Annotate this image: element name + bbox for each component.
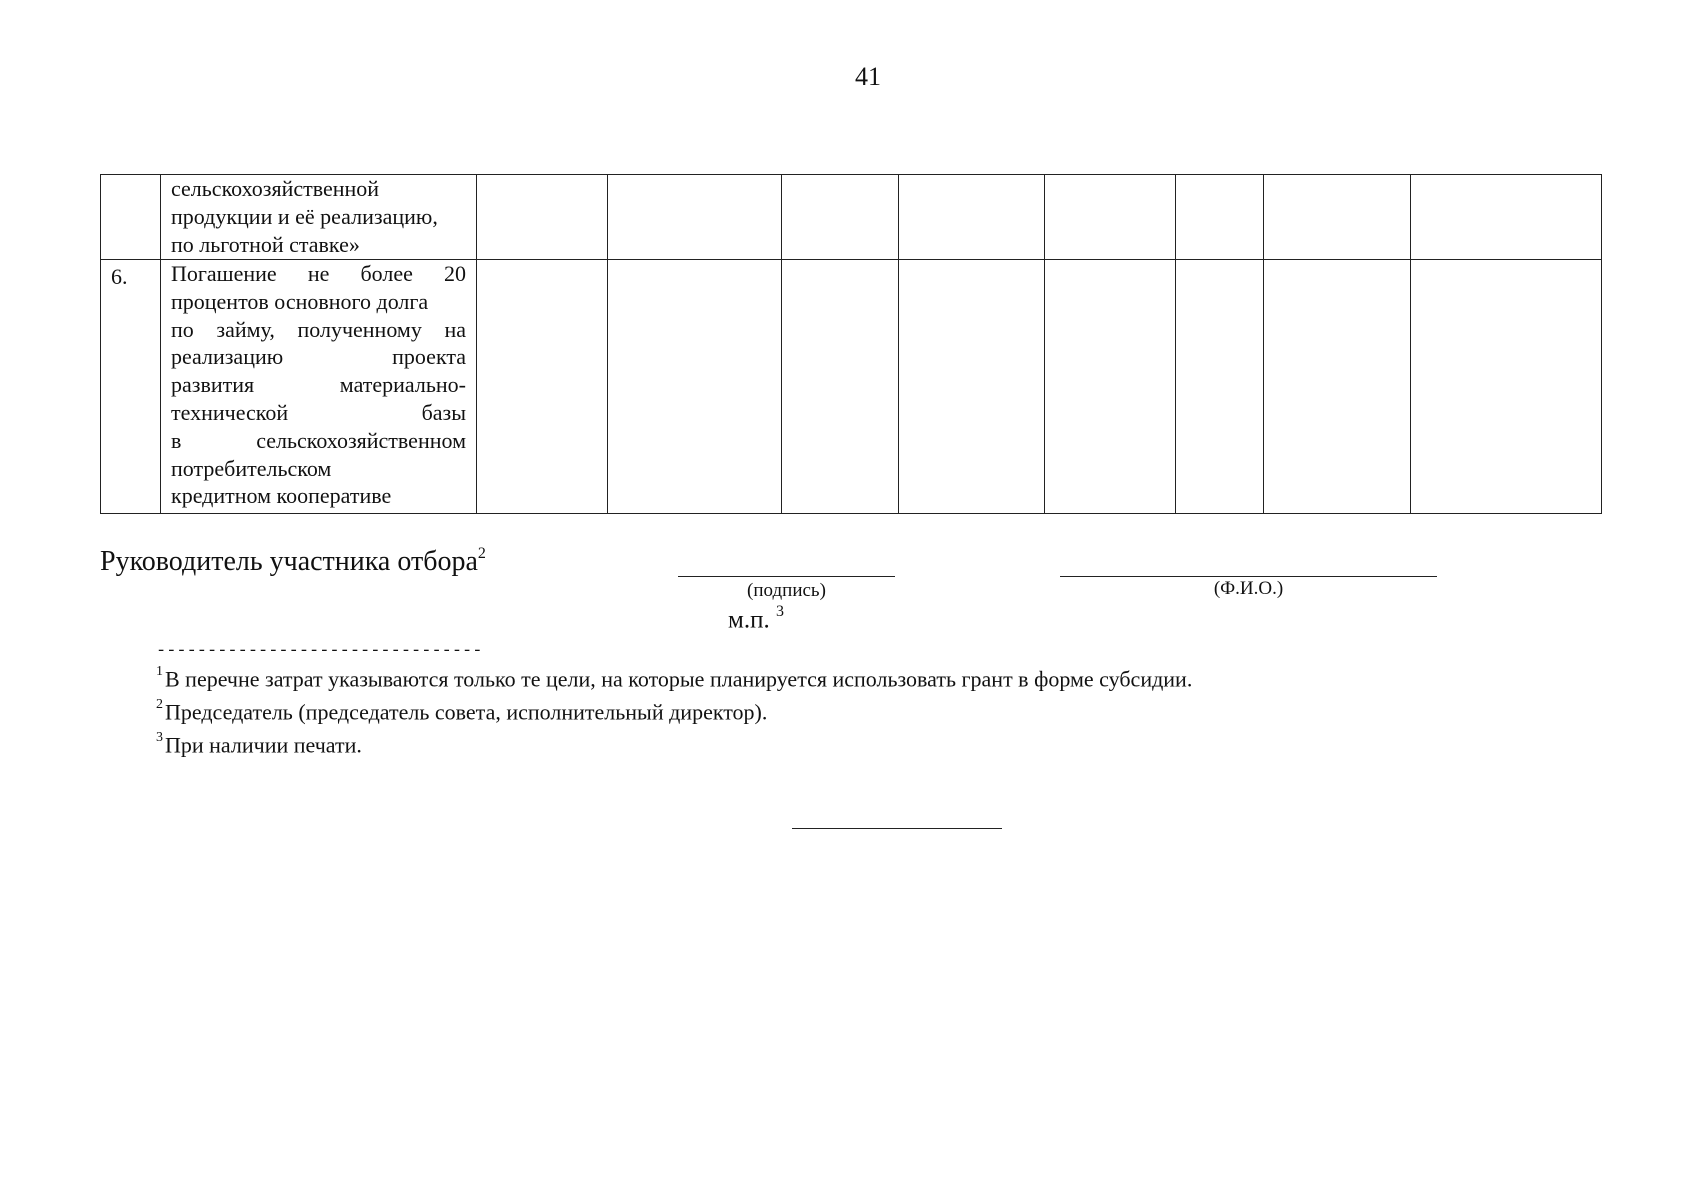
empty-cell	[782, 175, 899, 260]
name-caption: (Ф.И.О.)	[1213, 578, 1284, 599]
footnote-separator: --------------------------------	[156, 642, 483, 661]
description-line	[171, 288, 466, 316]
description-line	[171, 343, 466, 371]
empty-cell	[1411, 175, 1602, 260]
empty-cell	[1411, 260, 1602, 514]
row-description-cell	[161, 260, 477, 514]
description-word: сельскохозяйственном	[256, 427, 466, 453]
footnote-item	[156, 694, 1192, 727]
footnote-text: В перечне затрат указываются только те цели, на которые планируется использовать грант в форме субсидии.	[165, 666, 1193, 692]
footnote-mark: 2	[477, 544, 486, 562]
empty-cell	[608, 260, 782, 514]
end-of-document-line	[792, 828, 1002, 829]
empty-cell	[608, 175, 782, 260]
footnotes	[156, 661, 1192, 759]
description-line	[171, 231, 466, 259]
empty-cell	[1264, 260, 1411, 514]
footnote-mark: 1	[156, 664, 163, 679]
seal-text: м.п.	[728, 606, 770, 634]
description-word: реализацию	[171, 344, 284, 370]
description-line	[171, 260, 466, 288]
description-word: по	[171, 316, 194, 342]
description-line	[171, 203, 466, 231]
description-word: потребительском	[171, 455, 332, 481]
description-line	[171, 482, 466, 510]
name-line	[1060, 576, 1437, 577]
description-word: полученному	[297, 316, 422, 342]
description-word: не	[307, 261, 330, 286]
description-line	[171, 371, 466, 399]
description-word: на	[444, 316, 466, 342]
footnote-item	[156, 727, 1192, 760]
empty-cell	[1045, 175, 1176, 260]
description-word: базы	[421, 399, 466, 425]
footnote-text: При наличии печати.	[165, 731, 362, 757]
description-line	[171, 399, 466, 427]
empty-cell	[1264, 175, 1411, 260]
empty-cell	[1045, 260, 1176, 514]
description-line	[171, 455, 466, 483]
description-word: материально-	[339, 372, 466, 398]
cost-table	[100, 174, 1602, 514]
description-line	[171, 427, 466, 455]
footnote-item	[156, 661, 1192, 694]
description-word: процентов основного долга	[171, 288, 429, 314]
seal-placeholder	[728, 605, 784, 634]
footnote-mark: 3	[775, 603, 784, 620]
empty-cell	[899, 260, 1045, 514]
empty-cell	[1176, 260, 1264, 514]
page-number: 41	[855, 62, 881, 91]
signature-label-text: Руководитель участника отбора	[100, 546, 478, 577]
description-line	[171, 316, 466, 344]
empty-cell	[782, 260, 899, 514]
signature-label	[100, 546, 486, 578]
description-word: технической	[171, 399, 289, 425]
description-word: продукции и её реализацию,	[171, 203, 438, 229]
signature-caption: (подпись)	[747, 580, 826, 601]
empty-cell	[899, 175, 1045, 260]
description-word: кредитном кооперативе	[171, 483, 392, 509]
row-number-cell: 6.	[101, 260, 161, 514]
footnote-text: Председатель (председатель совета, исполнительный директор).	[165, 699, 768, 725]
description-word: проекта	[392, 344, 466, 370]
footnote-mark: 2	[156, 696, 163, 712]
description-line	[171, 175, 466, 203]
row-number-cell	[101, 175, 161, 260]
description-word: по льготной ставке»	[171, 231, 360, 257]
description-word: сельскохозяйственной	[171, 176, 380, 201]
table-row	[101, 175, 1602, 260]
description-word: 20	[444, 261, 466, 286]
row-description-cell	[161, 175, 477, 260]
description-word: Погашение	[171, 261, 277, 286]
signature-line	[678, 576, 895, 577]
table-row	[101, 260, 1602, 514]
empty-cell	[477, 175, 608, 260]
footnote-mark: 3	[156, 729, 163, 745]
empty-cell	[1176, 175, 1264, 260]
description-word: в	[171, 427, 182, 453]
empty-cell	[477, 260, 608, 514]
description-word: займу,	[216, 316, 275, 342]
description-word: более	[360, 261, 413, 286]
description-word: развития	[171, 372, 255, 398]
